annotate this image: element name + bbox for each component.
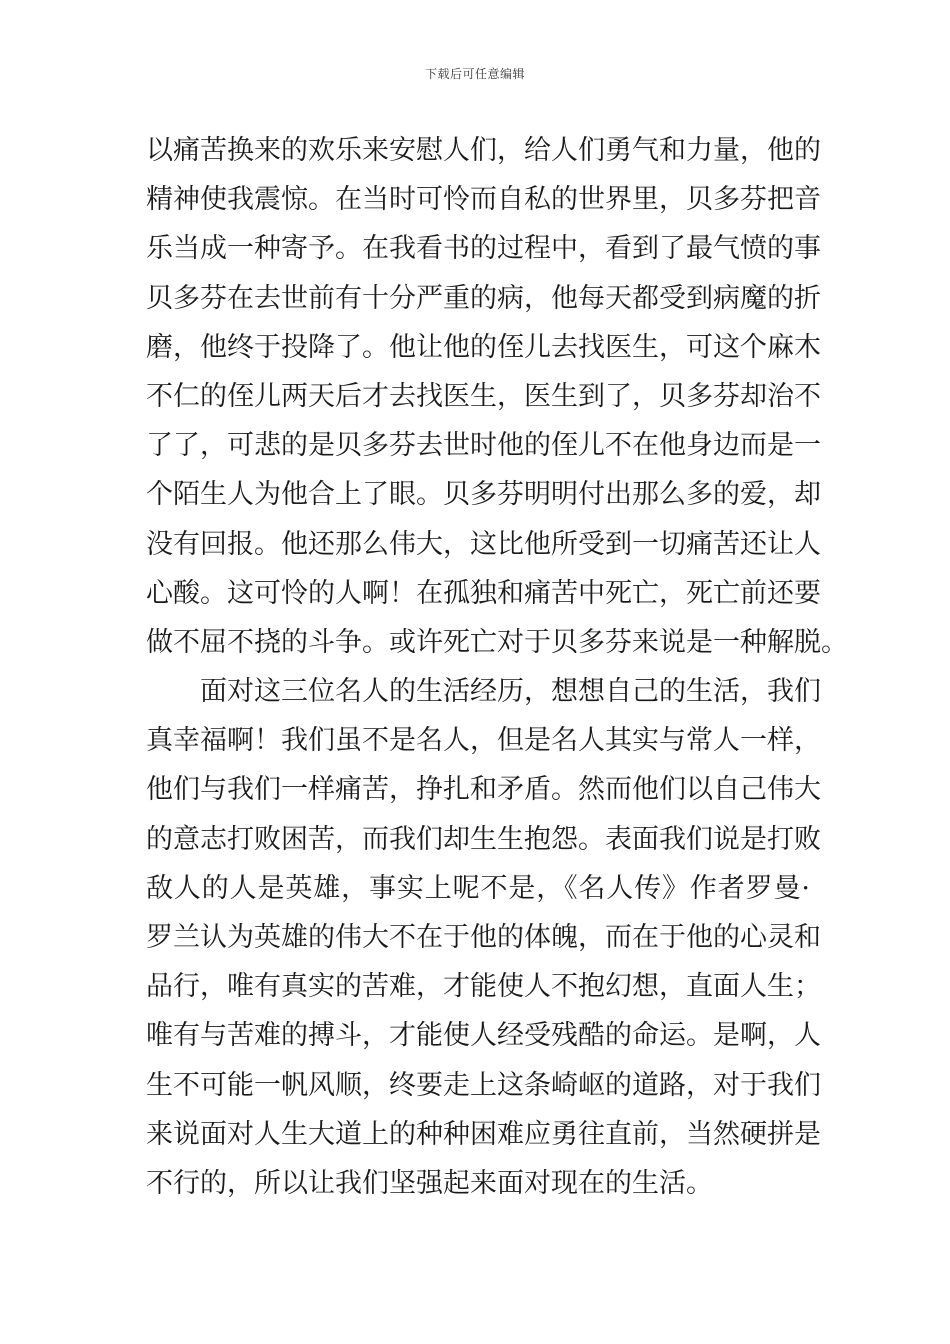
paragraph-2	[146, 667, 821, 1208]
text-line: 罗兰认为英雄的伟大不在于他的体魄，而在于他的心灵和	[146, 922, 821, 953]
text-line: 精神使我震惊。在当时可怜而自私的世界里，贝多芬把音	[146, 184, 821, 216]
text-line: 贝多芬在去世前有十分严重的病，他每天都受到病魔的折	[146, 282, 821, 314]
text-line: 乐当成一种寄予。在我看书的过程中，看到了最气愤的事	[146, 233, 821, 265]
paragraph-1	[146, 126, 848, 667]
text-line: 真幸福啊！我们虽不是名人，但是名人其实与常人一样，	[146, 725, 821, 757]
text-line: 敌人的人是英雄，事实上呢不是，《名人传》作者罗曼·	[146, 872, 810, 904]
text-line: 没有回报。他还那么伟大，这比他所受到一切痛苦还让人	[146, 528, 821, 560]
text-line: 唯有与苦难的搏斗，才能使人经受残酷的命运。是啊，人	[146, 1020, 821, 1052]
text-line: 他们与我们一样痛苦，挣扎和矛盾。然而他们以自己伟大	[146, 774, 821, 806]
text-line: 的意志打败困苦，而我们却生生抱怨。表面我们说是打败	[146, 823, 821, 855]
text-line: 来说面对人生大道上的种种困难应勇往直前，当然硬拼是	[146, 1118, 821, 1150]
text-line: 以痛苦换来的欢乐来安慰人们，给人们勇气和力量，他的	[146, 135, 821, 166]
text-line: 不仁的侄儿两天后才去找医生，医生到了，贝多芬却治不	[146, 380, 821, 412]
text-line: 面对这三位名人的生活经历，想想自己的生活，我们	[200, 676, 821, 708]
text-line: 做不屈不挠的斗争。或许死亡对于贝多芬来说是一种解脱。	[146, 626, 848, 658]
text-line: 生不可能一帆风顺，终要走上这条崎岖的道路，对于我们	[146, 1069, 821, 1101]
text-line: 了了，可悲的是贝多芬去世时他的侄儿不在他身边而是一	[146, 430, 821, 462]
text-line: 不行的，所以让我们坚强起来面对现在的生活。	[146, 1167, 713, 1199]
text-line: 品行，唯有真实的苦难，才能使人不抱幻想，直面人生；	[146, 971, 821, 1003]
text-line: 磨，他终于投降了。他让他的侄儿去找医生，可这个麻木	[146, 331, 821, 363]
page-header: 下载后可任意编辑	[424, 67, 525, 81]
text-line: 个陌生人为他合上了眼。贝多芬明明付出那么多的爱，却	[146, 479, 821, 511]
text-line: 心酸。这可怜的人啊！在孤独和痛苦中死亡，死亡前还要	[146, 577, 821, 609]
body-text	[146, 126, 848, 1208]
